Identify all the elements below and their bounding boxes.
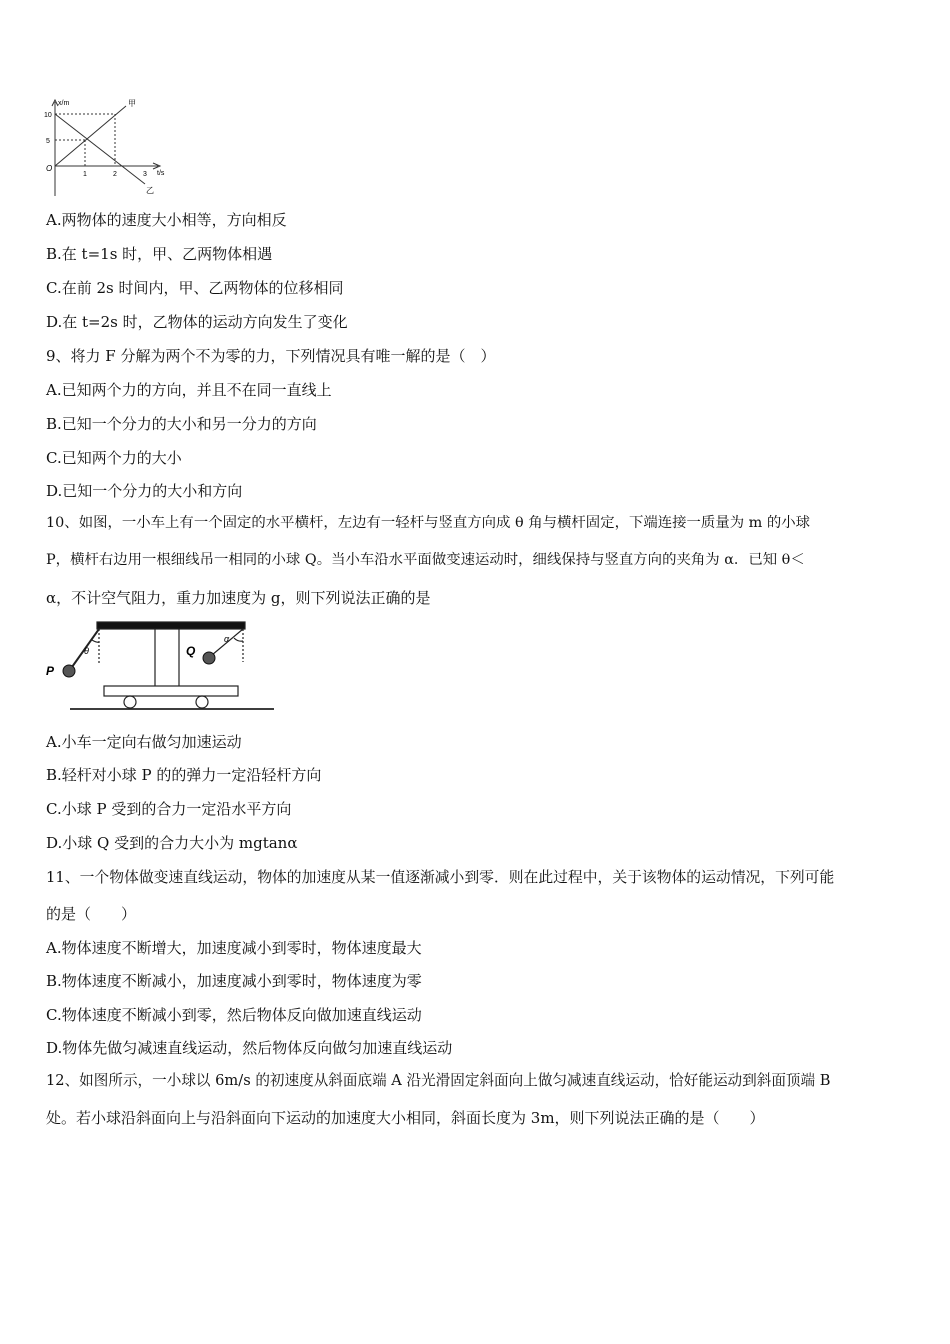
q8-option-c: C.在前 2s 时间内，甲、乙两物体的位移相同 bbox=[46, 279, 344, 297]
q9-option-d: D.已知一个分力的大小和方向 bbox=[46, 482, 243, 500]
q10-stem-line-2: P，横杆右边用一根细线吊一相同的小球 Q。当小车沿水平面做变速运动时，细线保持与竖直方向的夹角为 α．已知 θ＜ bbox=[46, 552, 805, 568]
q11-stem-line-2: 的是（ ） bbox=[46, 905, 137, 923]
label-yi: 乙 bbox=[146, 186, 154, 195]
q9-option-b: B.已知一个分力的大小和另一分力的方向 bbox=[46, 415, 317, 433]
x-tick-1: 1 bbox=[83, 171, 87, 178]
horizontal-bar bbox=[97, 622, 245, 629]
y-tick-10: 10 bbox=[44, 112, 52, 119]
cart-figure bbox=[42, 618, 282, 722]
label-theta: θ bbox=[84, 646, 89, 656]
cart-wheel-right bbox=[196, 696, 208, 708]
q10-option-a: A.小车一定向右做匀加速运动 bbox=[46, 733, 242, 751]
label-q: Q bbox=[186, 644, 196, 658]
yi-line bbox=[55, 114, 145, 184]
q8-option-a: A.两物体的速度大小相等，方向相反 bbox=[46, 211, 287, 229]
q11-option-d: D.物体先做匀减速直线运动，然后物体反向做匀加速直线运动 bbox=[46, 1039, 453, 1057]
q11-option-b: B.物体速度不断减小，加速度减小到零时，物体速度为零 bbox=[46, 972, 422, 990]
cart-wheel-left bbox=[124, 696, 136, 708]
origin-label: O bbox=[46, 164, 53, 173]
q8-option-b: B.在 t=1s 时，甲、乙两物体相遇 bbox=[46, 245, 273, 263]
q11-option-a: A.物体速度不断增大，加速度减小到零时，物体速度最大 bbox=[46, 939, 422, 957]
q9-option-a: A.已知两个力的方向，并且不在同一直线上 bbox=[46, 381, 332, 399]
y-tick-5: 5 bbox=[46, 138, 50, 145]
q10-stem-line-3: α，不计空气阻力，重力加速度为 g，则下列说法正确的是 bbox=[46, 589, 431, 607]
label-jia: 甲 bbox=[128, 99, 136, 108]
q10-stem-line-1: 10、如图，一小车上有一个固定的水平横杆，左边有一轻杆与竖直方向成 θ 角与横杆固定，下端连接一质量为 m 的小球 bbox=[46, 515, 811, 531]
q12-stem-line-2: 处。若小球沿斜面向上与沿斜面向下运动的加速度大小相同，斜面长度为 3m，则下列说法正确的是（ ） bbox=[46, 1109, 765, 1127]
x-tick-3: 3 bbox=[143, 171, 147, 178]
ball-p bbox=[63, 665, 75, 677]
q11-stem-line-1: 11、一个物体做变速直线运动，物体的加速度从某一值逐渐减小到零．则在此过程中，关于该物体的运动情况，下列可能 bbox=[46, 869, 835, 886]
q10-option-c: C.小球 P 受到的合力一定沿水平方向 bbox=[46, 800, 292, 818]
x-tick-2: 2 bbox=[113, 171, 117, 178]
y-axis-label: x/m bbox=[58, 100, 70, 107]
q10-option-b: B.轻杆对小球 P 的的弹力一定沿轻杆方向 bbox=[46, 766, 322, 784]
x-t-graph bbox=[40, 96, 180, 200]
cart-body bbox=[104, 686, 238, 696]
q9-stem: 9、将力 F 分解为两个不为零的力，下列情况具有唯一解的是（ ） bbox=[46, 347, 496, 365]
label-alpha: α bbox=[224, 634, 230, 644]
q11-option-c: C.物体速度不断减小到零，然后物体反向做加速直线运动 bbox=[46, 1006, 422, 1024]
label-p: P bbox=[46, 664, 55, 678]
ball-q bbox=[203, 652, 215, 664]
q12-stem-line-1: 12、如图所示，一小球以 6m/s 的初速度从斜面底端 A 沿光滑固定斜面向上做匀减速直线运动，恰好能运动到斜面顶端 B bbox=[46, 1072, 831, 1089]
x-axis-label: t/s bbox=[157, 170, 165, 177]
q8-option-d: D.在 t=2s 时，乙物体的运动方向发生了变化 bbox=[46, 313, 348, 331]
q10-option-d: D.小球 Q 受到的合力大小为 mgtanα bbox=[46, 834, 298, 852]
q9-option-c: C.已知两个力的大小 bbox=[46, 449, 182, 467]
